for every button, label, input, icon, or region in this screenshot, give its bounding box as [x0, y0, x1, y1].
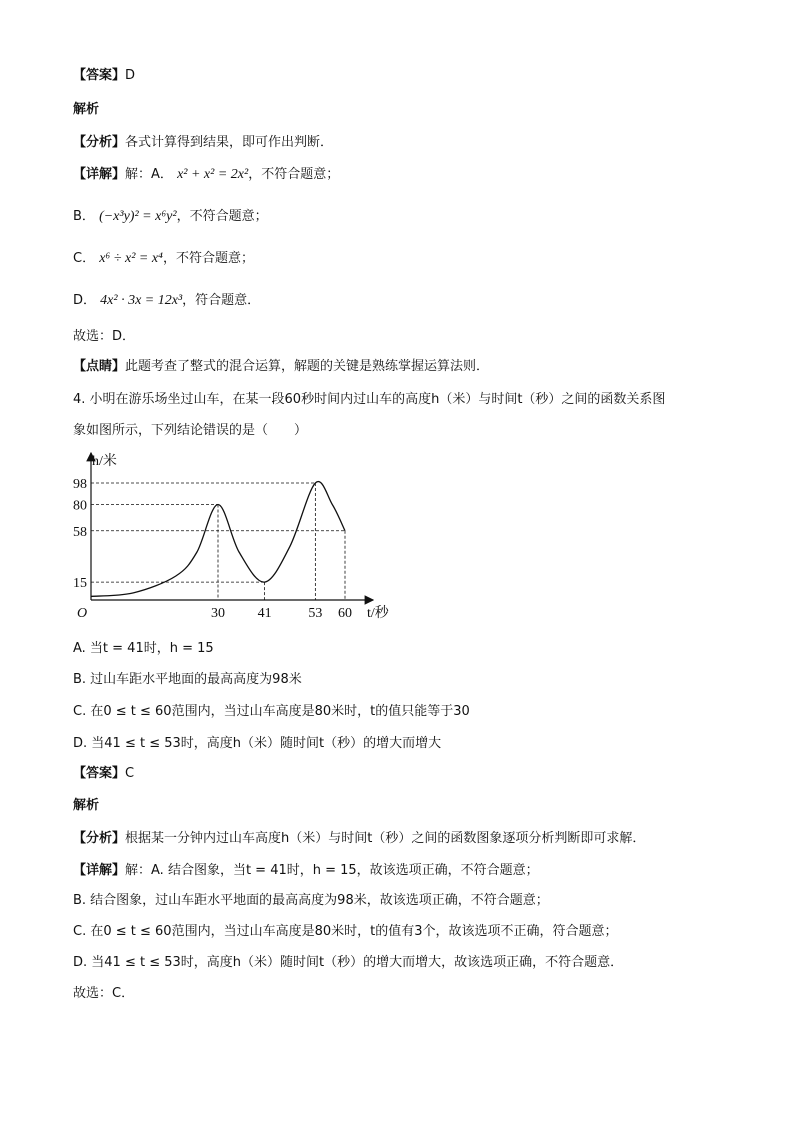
fenxi-text: 各式计算得到结果，即可作出判断．	[125, 135, 334, 150]
q4-stem-line1: 4. 小明在游乐场坐过山车，在某一段60秒时间内过山车的高度h（米）与时间t（秒）之间的函数关系图	[73, 392, 666, 407]
q3-option-b	[73, 208, 268, 226]
q3-option-c	[73, 250, 254, 268]
q4-xiangjie	[73, 862, 539, 880]
option-prefix: C．	[73, 251, 96, 266]
y-axis-label: h/米	[92, 454, 117, 469]
y-tick-label: 15	[73, 576, 87, 592]
x-tick-label: 60	[338, 606, 352, 621]
q4-option-b: B. 过山车距水平地面的最高高度为98米	[73, 672, 302, 687]
x-tick-label: 53	[308, 606, 323, 621]
q3-dianjing	[73, 358, 489, 376]
height-curve	[91, 482, 345, 597]
x-tick-label: 41	[257, 606, 272, 621]
q3-analysis-heading: 解析	[73, 102, 100, 117]
dianjing-tag: 【点睛】	[73, 359, 126, 374]
q4-answer	[73, 765, 134, 783]
fenxi-tag: 【分析】	[73, 135, 126, 150]
x-tick-label: 30	[211, 606, 225, 621]
xiangjie-tag: 【详解】	[73, 167, 126, 182]
origin-label: O	[77, 606, 88, 621]
q3-xiangjie	[73, 166, 339, 184]
q3-fenxi	[73, 134, 333, 152]
q4-stem-line2: 象如图所示，下列结论错误的是（ ）	[73, 423, 308, 438]
q4-solution-c: C. 在0 ≤ t ≤ 60范围内，当过山车高度是80米时，t的值有3个，故该选项不正确，符合题意；	[73, 924, 618, 939]
q4-analysis-heading: 解析	[73, 798, 100, 813]
answer-tag: 【答案】	[73, 68, 126, 83]
x-axis-label: t/秒	[367, 606, 389, 621]
dianjing-text: 此题考查了整式的混合运算，解题的关键是熟练掌握运算法则．	[125, 359, 490, 374]
comment: ，不符合题意；	[248, 167, 340, 182]
q4-option-c: C. 在0 ≤ t ≤ 60范围内，当过山车高度是80米时，t的值只能等于30	[73, 704, 470, 719]
comment: ，不符合题意；	[176, 209, 268, 224]
q3-answer	[73, 67, 135, 85]
q4-option-d: D. 当41 ≤ t ≤ 53时，高度h（米）随时间t（秒）的增大而增大	[73, 736, 442, 751]
fenxi-tag: 【分析】	[73, 831, 126, 846]
comment: ，符合题意．	[182, 293, 261, 308]
math-expression: x² + x² = 2x²	[177, 167, 249, 182]
answer-value: C	[125, 766, 135, 781]
xiangjie-prefix: 解：A．	[125, 167, 173, 182]
option-prefix: D．	[73, 293, 97, 308]
q4-solution-b: B. 结合图象，过山车距水平地面的最高高度为98米，故该选项正确，不符合题意；	[73, 893, 549, 908]
q3-option-d	[73, 292, 260, 310]
math-expression: 4x² · 3x = 12x³	[100, 293, 183, 308]
y-tick-label: 98	[73, 477, 87, 492]
y-tick-label: 80	[73, 498, 87, 514]
answer-value: D	[125, 68, 136, 83]
option-prefix: B．	[73, 209, 95, 224]
comment: ，不符合题意；	[162, 251, 254, 266]
fenxi-text: 根据某一分钟内过山车高度h（米）与时间t（秒）之间的函数图象逐项分析判断即可求解．	[125, 831, 646, 846]
y-tick-label: 58	[73, 524, 87, 540]
q4-option-a: A. 当t = 41时，h = 15	[73, 641, 214, 656]
q4-fenxi	[73, 830, 645, 848]
xiangjie-text: 解：A. 结合图象，当t = 41时，h = 15，故该选项正确，不符合题意；	[125, 863, 539, 878]
q3-choose: 故选：D．	[73, 329, 136, 344]
answer-tag: 【答案】	[73, 766, 126, 781]
q4-choose: 故选：C．	[73, 986, 135, 1001]
function-graph	[70, 447, 410, 625]
math-expression: (−x³y)² = x⁶y²	[99, 209, 177, 224]
math-expression: x⁶ ÷ x² = x⁴	[99, 251, 163, 266]
xiangjie-tag: 【详解】	[73, 863, 126, 878]
q4-solution-d: D. 当41 ≤ t ≤ 53时，高度h（米）随时间t（秒）的增大而增大，故该选项正确，不符合题意．	[73, 955, 624, 970]
